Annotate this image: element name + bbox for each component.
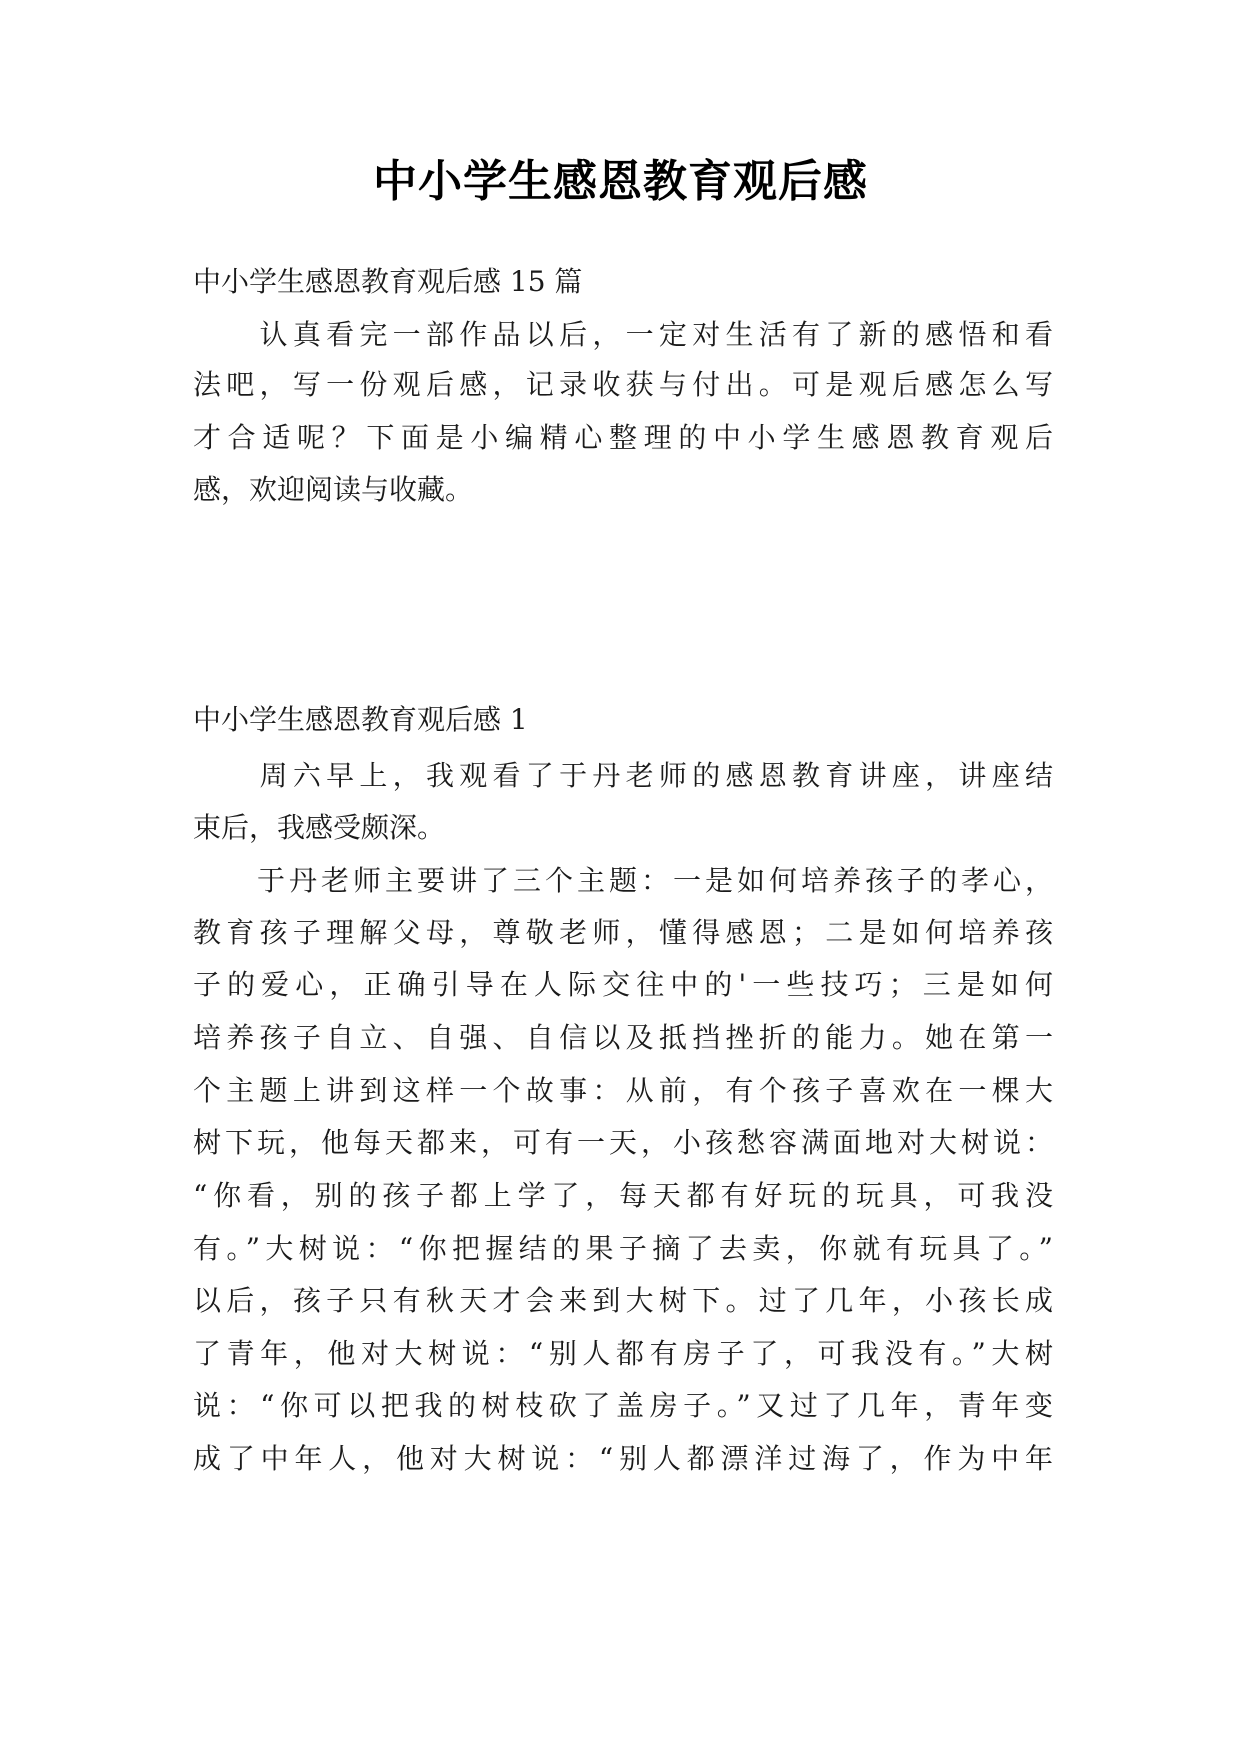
intro-line: 认真看完一部作品以后，一定对生活有了新的感悟和看 (193, 318, 1053, 351)
intro-line: 才合适呢？下面是小编精心整理的中小学生感恩教育观后 (193, 421, 1053, 454)
essay-line: 以后，孩子只有秋天才会来到大树下。过了几年，小孩长成 (193, 1284, 1053, 1317)
essay-line: 成了中年人，他对大树说：“别人都漂洋过海了，作为中年 (193, 1442, 1053, 1475)
essay-line: 说：“你可以把我的树枝砍了盖房子。”又过了几年，青年变 (193, 1389, 1053, 1422)
page-title: 中小学生感恩教育观后感 (373, 156, 868, 207)
essay-line: 束后，我感受颇深。 (193, 811, 446, 844)
essay-line: “你看，别的孩子都上学了，每天都有好玩的玩具，可我没 (193, 1179, 1053, 1212)
essay-line: 教育孩子理解父母，尊敬老师，懂得感恩；二是如何培养孩 (193, 916, 1053, 949)
essay-line: 了青年，他对大树说：“别人都有房子了，可我没有。”大树 (193, 1337, 1053, 1370)
intro-line: 法吧，写一份观后感，记录收获与付出。可是观后感怎么写 (193, 368, 1053, 401)
essay-heading: 中小学生感恩教育观后感 1 (193, 703, 528, 736)
essay-line: 有。”大树说：“你把握结的果子摘了去卖，你就有玩具了。” (193, 1232, 1053, 1265)
essay-line: 于丹老师主要讲了三个主题：一是如何培养孩子的孝心， (193, 864, 1053, 897)
intro-heading: 中小学生感恩教育观后感 15 篇 (193, 265, 583, 298)
essay-line: 培养孩子自立、自强、自信以及抵挡挫折的能力。她在第一 (193, 1021, 1053, 1054)
essay-line: 个主题上讲到这样一个故事：从前，有个孩子喜欢在一棵大 (193, 1074, 1053, 1107)
essay-line: 树下玩，他每天都来，可有一天，小孩愁容满面地对大树说： (193, 1126, 1053, 1159)
essay-line: 周六早上，我观看了于丹老师的感恩教育讲座，讲座结 (193, 759, 1053, 792)
essay-line: 子的爱心，正确引导在人际交往中的'一些技巧；三是如何 (193, 968, 1053, 1001)
intro-line: 感，欢迎阅读与收藏。 (193, 473, 474, 506)
